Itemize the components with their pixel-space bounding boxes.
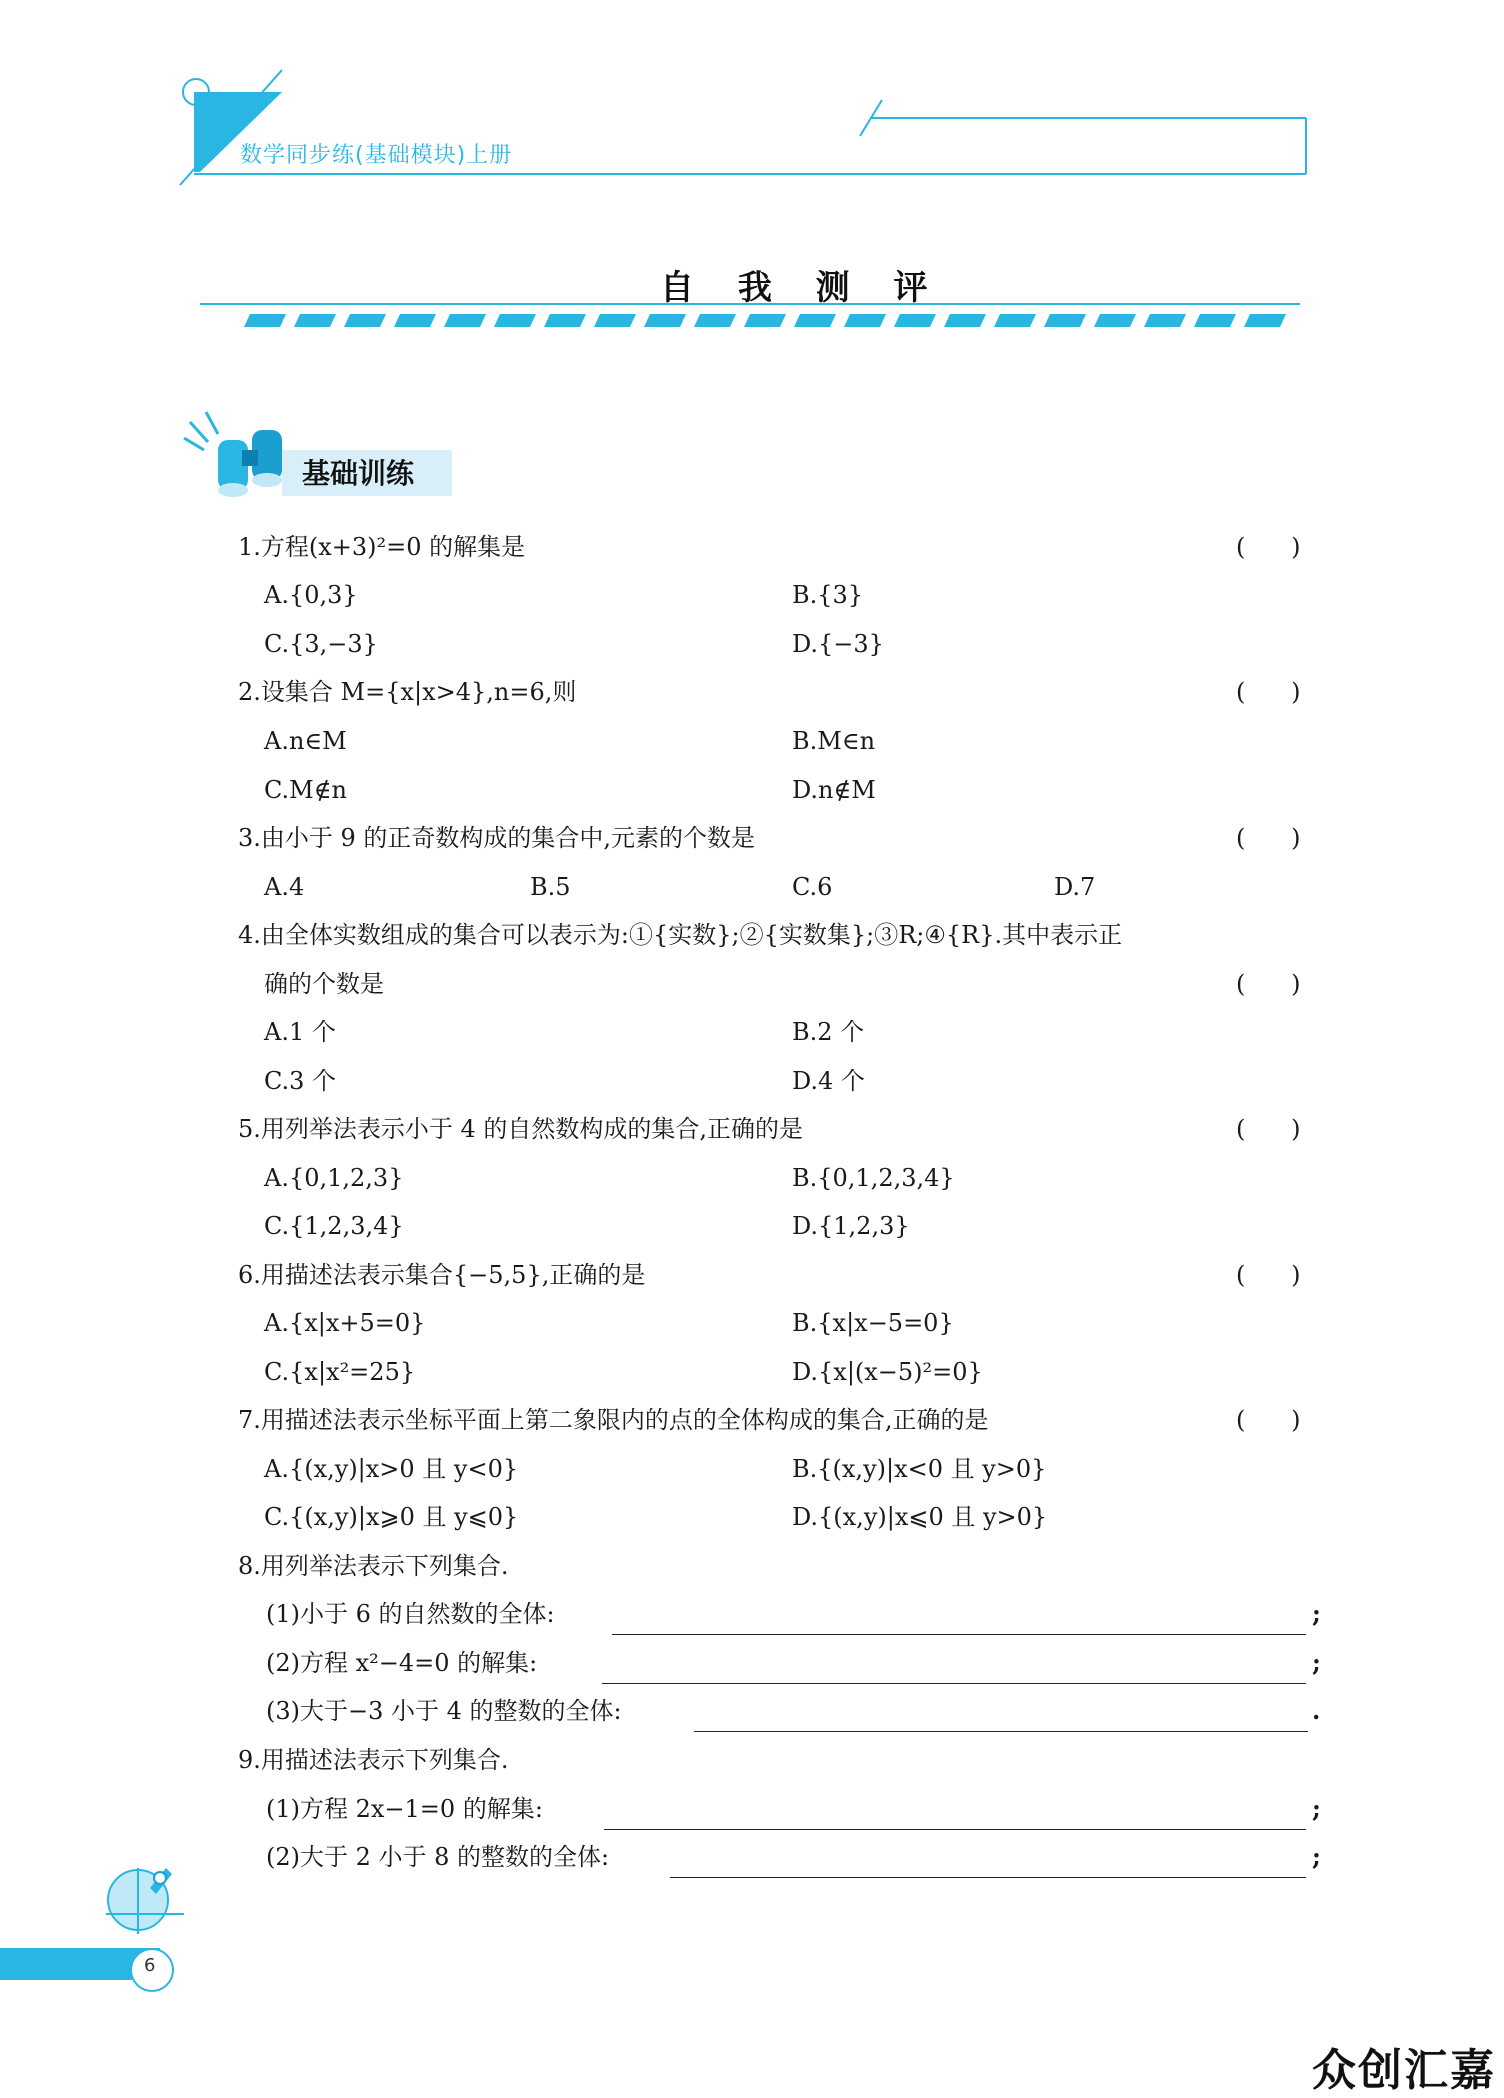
question-4-option-b[interactable]: B.2 个 — [792, 1018, 865, 1046]
question-8-item-3-end: . — [1312, 1696, 1321, 1725]
question-3-answer-paren[interactable]: ( ) — [1236, 824, 1301, 852]
book-title: 数学同步练(基础模块)上册 — [240, 143, 513, 168]
question-8-item-2-label: (2)方程 x²−4=0 的解集: — [266, 1649, 538, 1677]
question-6-option-c[interactable]: C.{x|x²=25} — [264, 1358, 416, 1386]
question-4-stem-continued: 确的个数是 — [264, 970, 384, 998]
question-7-answer-paren[interactable]: ( ) — [1236, 1406, 1301, 1434]
question-6-option-b[interactable]: B.{x|x−5=0} — [792, 1309, 954, 1337]
question-2-answer-paren[interactable]: ( ) — [1236, 678, 1301, 706]
question-9-item-1-end: ; — [1312, 1794, 1321, 1823]
question-5-option-c[interactable]: C.{1,2,3,4} — [264, 1212, 404, 1240]
question-1-answer-paren[interactable]: ( ) — [1236, 533, 1301, 561]
question-9-item-1-blank[interactable] — [604, 1799, 1306, 1830]
question-4-answer-paren[interactable]: ( ) — [1236, 970, 1301, 998]
question-8-item-2-blank[interactable] — [602, 1653, 1306, 1684]
question-5-option-a[interactable]: A.{0,1,2,3} — [264, 1164, 404, 1192]
section-title-underline — [200, 302, 1304, 332]
question-7-option-d[interactable]: D.{(x,y)|x⩽0 且 y>0} — [792, 1503, 1048, 1531]
question-4-stem: 4.由全体实数组成的集合可以表示为:①{实数};②{实数集};③R;④{R}.其中表示正 — [238, 921, 1123, 949]
watermark: 众创汇嘉 — [1312, 2045, 1496, 2096]
question-1-stem: 1.方程(x+3)²=0 的解集是 — [238, 533, 526, 561]
question-2-option-a[interactable]: A.n∈M — [264, 727, 347, 755]
question-6-option-d[interactable]: D.{x|(x−5)²=0} — [792, 1358, 983, 1386]
question-3-option-c[interactable]: C.6 — [792, 873, 833, 901]
question-4-option-a[interactable]: A.1 个 — [264, 1018, 336, 1046]
question-4-option-d[interactable]: D.4 个 — [792, 1067, 865, 1095]
question-5-option-b[interactable]: B.{0,1,2,3,4} — [792, 1164, 955, 1192]
question-9-stem: 9.用描述法表示下列集合. — [238, 1746, 509, 1774]
question-7-option-a[interactable]: A.{(x,y)|x>0 且 y<0} — [264, 1455, 519, 1483]
question-9-item-2-label: (2)大于 2 小于 8 的整数的全体: — [266, 1843, 610, 1871]
question-2-option-c[interactable]: C.M∉n — [264, 776, 347, 804]
question-7-option-b[interactable]: B.{(x,y)|x<0 且 y>0} — [792, 1455, 1047, 1483]
question-5-stem: 5.用列举法表示小于 4 的自然数构成的集合,正确的是 — [238, 1115, 804, 1143]
question-3-option-d[interactable]: D.7 — [1054, 873, 1096, 901]
question-2-option-b[interactable]: B.M∈n — [792, 727, 876, 755]
question-8-item-3-label: (3)大于−3 小于 4 的整数的全体: — [266, 1697, 622, 1725]
question-3-option-b[interactable]: B.5 — [530, 873, 571, 901]
question-2-option-d[interactable]: D.n∉M — [792, 776, 876, 804]
question-9-item-2-blank[interactable] — [670, 1847, 1306, 1878]
question-3-option-a[interactable]: A.4 — [264, 873, 305, 901]
question-1-option-c[interactable]: C.{3,−3} — [264, 630, 378, 658]
question-7-stem: 7.用描述法表示坐标平面上第二象限内的点的全体构成的集合,正确的是 — [238, 1406, 989, 1434]
question-4-option-c[interactable]: C.3 个 — [264, 1067, 337, 1095]
question-2-stem: 2.设集合 M={x|x>4},n=6,则 — [238, 678, 577, 706]
question-1-option-a[interactable]: A.{0,3} — [264, 581, 358, 609]
question-1-option-d[interactable]: D.{−3} — [792, 630, 884, 658]
question-6-stem: 6.用描述法表示集合{−5,5},正确的是 — [238, 1261, 646, 1289]
question-9-item-2-end: ; — [1312, 1842, 1321, 1871]
question-8-item-2-end: ; — [1312, 1648, 1321, 1677]
question-8-item-1-blank[interactable] — [612, 1604, 1306, 1635]
footer-science-icon — [100, 1858, 190, 1938]
question-5-option-d[interactable]: D.{1,2,3} — [792, 1212, 910, 1240]
question-3-stem: 3.由小于 9 的正奇数构成的集合中,元素的个数是 — [238, 824, 756, 852]
question-6-option-a[interactable]: A.{x|x+5=0} — [264, 1309, 426, 1337]
subsection-title: 基础训练 — [302, 457, 415, 490]
page-number: 6 — [144, 1955, 156, 1976]
question-8-item-1-label: (1)小于 6 的自然数的全体: — [266, 1600, 555, 1628]
question-8-item-1-end: ; — [1312, 1599, 1321, 1628]
section-title: 自 我 测 评 — [660, 268, 944, 308]
question-7-option-c[interactable]: C.{(x,y)|x⩾0 且 y⩽0} — [264, 1503, 519, 1531]
question-8-item-3-blank[interactable] — [694, 1701, 1308, 1732]
header-decoration — [170, 60, 1320, 190]
question-6-answer-paren[interactable]: ( ) — [1236, 1261, 1301, 1289]
question-1-option-b[interactable]: B.{3} — [792, 581, 864, 609]
question-8-stem: 8.用列举法表示下列集合. — [238, 1552, 509, 1580]
question-5-answer-paren[interactable]: ( ) — [1236, 1115, 1301, 1143]
question-9-item-1-label: (1)方程 2x−1=0 的解集: — [266, 1795, 543, 1823]
